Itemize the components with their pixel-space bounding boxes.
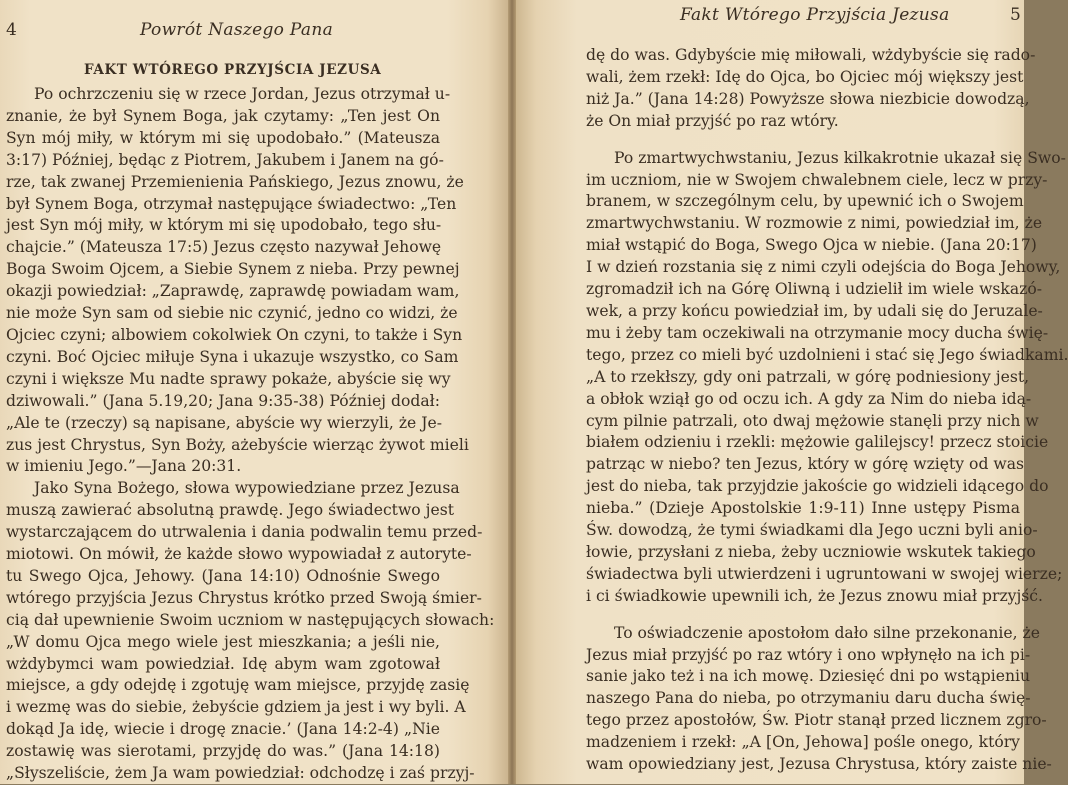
text-line: że On miał przyjść po raz wtóry. — [586, 111, 839, 130]
text-line: miotowi. On mówił, że każde słowo wypowiadał z autoryte- — [6, 545, 472, 564]
running-title: Fakt Wtórego Przyjścia Jezusa — [680, 5, 950, 25]
text-line: zgromadził ich na Górę Oliwną i udzielił im wiele wskazó- — [586, 280, 1043, 299]
text-line: nie może Syn sam od siebie nic czynić, jedno co widzi, że — [6, 304, 458, 323]
text-line: w imieniu Jego.”—Jana 20:31. — [6, 457, 242, 476]
text-line: zostawię was sierotami, przyjdę do was.” (Jana 14:18) — [6, 742, 440, 761]
text-line: zmartwychwstaniu. W rozmowie z nimi, powiedział im, że — [586, 214, 1043, 233]
text-line: znanie, że był Synem Boga, jak czytamy: „Ten jest On — [6, 106, 440, 125]
page-body-text — [586, 45, 1068, 776]
text-line: I w dzień rozstania się z nimi czyli odejścia do Boga Jehowy, — [586, 258, 1061, 277]
text-line: tego, przez co mieli być uzdolnieni i stać się Jego świadkami. — [586, 345, 1068, 364]
text-line: To oświadczenie apostołom dało silne przekonanie, że — [614, 623, 1041, 642]
text-line: i wezmę was do siebie, żebyście gdziem ja jest i wy byli. A — [6, 698, 466, 717]
text-line: a obłok wziął go od oczu ich. A gdy za Nim do nieba idą- — [586, 389, 1032, 408]
text-line: cym pilnie patrzali, oto dwaj mężowie stanęli przy nich w — [586, 411, 1039, 430]
text-line: im uczniom, nie w Swojem chwalebnem ciele, lecz w przy- — [586, 170, 1048, 189]
text-line: „Słyszeliście, żem Ja wam powiedział: odchodzę i zaś przyj- — [6, 764, 475, 783]
text-line: nieba.” (Dzieje Apostolskie 1:9-11) Inne ustępy Pisma — [586, 499, 1020, 518]
text-line: czyni. Boć Ojciec miłuje Syna i ukazuje wszystko, co Sam — [6, 347, 459, 366]
right-page — [516, 0, 1068, 784]
text-line: „Ale te (rzeczy) są napisane, abyście wy wierzyli, że Je- — [6, 413, 442, 432]
text-line: rze, tak zwanej Przemienienia Pańskiego, Jezus znowu, że — [6, 172, 464, 191]
text-line: branem, w szczególnym celu, by upewnić ich o Swojem — [586, 192, 1024, 211]
text-line: niż Ja.” (Jana 14:28) Powyższe słowa niezbicie dowodzą, — [586, 89, 1030, 108]
text-line: mu i żeby tam oczekiwali na otrzymanie mocy ducha świę- — [586, 323, 1049, 342]
book-gutter — [508, 0, 516, 784]
text-line: wam opowiedziany jest, Jezusa Chrystusa, który zaiste nie- — [586, 755, 1052, 774]
text-line: Ojciec czyni; albowiem cokolwiek On czyni, to także i Syn — [6, 325, 463, 344]
text-line: jest Syn mój miły, w którym mi się upodobało, tego słu- — [6, 216, 442, 235]
text-line: świadectwa byli utwierdzeni i ugruntowani w swojej wierze; — [586, 564, 1063, 583]
text-line: miał wstąpić do Boga, Swego Ojca w niebie. (Jana 20:17) — [586, 236, 1037, 255]
text-line: tego przez apostołów, Św. Piotr stanął przed licznem zgro- — [586, 711, 1047, 730]
text-line: Po ochrzczeniu się w rzece Jordan, Jezus otrzymał u- — [34, 85, 451, 103]
text-line: białem odzieniu i rzekli: mężowie galilejscy! przecz stoicie — [586, 433, 1049, 452]
left-page — [0, 0, 508, 784]
text-line: dokąd Ja idę, wiecie i drogę znacie.’ (Jana 14:2-4) „Nie — [6, 720, 440, 739]
text-line: dziwowali.” (Jana 5.19,20; Jana 9:35-38) Później dodał: — [6, 391, 440, 410]
text-line: „A to rzekłszy, gdy oni patrzali, w górę podniesiony jest, — [586, 367, 1030, 386]
text-line: okazji powiedział: „Zaprawdę, zaprawdę powiadam wam, — [6, 282, 460, 301]
text-line: Św. dowodzą, że tymi świadkami dla Jego uczni byli anio- — [586, 521, 1038, 540]
text-line: łowie, przysłani z nieba, żeby uczniowie wskutek takiego — [586, 542, 1036, 561]
running-title: Powrót Naszego Pana — [140, 20, 333, 40]
text-line: miejsce, a gdy odejdę i zgotuję wam miejsce, przyjdę zasię — [6, 676, 470, 695]
text-line: dę do was. Gdybyście mię miłowali, wżdybyście się rado- — [586, 46, 1036, 64]
text-line: jest do nieba, tak przyjdzie jakoście go widzieli idącego do — [586, 477, 1049, 496]
text-line: Po zmartwychwstaniu, Jezus kilkakrotnie ukazał się Swo- — [614, 148, 1066, 167]
text-line: wystarczającem do utrwalenia i dania podwalin temu przed- — [6, 523, 483, 542]
text-line: sanie jako też i na ich mowę. Dziesięć dni po wstąpieniu — [586, 667, 1031, 686]
text-line: był Synem Boga, otrzymał następujące świadectwo: „Ten — [6, 194, 457, 213]
text-line: chajcie.” (Mateusza 17:5) Jezus często nazywał Jehowę — [6, 238, 442, 257]
text-line: 3:17) Później, będąc z Piotrem, Jakubem i Janem na gó- — [6, 150, 444, 169]
page-body-text — [6, 84, 495, 785]
text-line: i ci świadkowie upewnili ich, że Jezus znowu miał przyjść. — [586, 586, 1044, 605]
text-line: czyni i większe Mu nadte sprawy pokaże, abyście się wy — [6, 369, 451, 388]
text-line: naszego Pana do nieba, po otrzymaniu daru ducha świę- — [586, 689, 1031, 708]
text-line: wek, a przy końcu powiedział im, by udali się do Jeruzale- — [586, 301, 1043, 320]
text-line: Boga Swoim Ojcem, a Siebie Synem z nieba. Przy pewnej — [6, 260, 460, 279]
page-number: 5 — [1010, 5, 1021, 25]
text-line: madzeniem i rzekł: „A [On, Jehowa] pośle onego, który — [586, 733, 1020, 752]
text-line: muszą zawierać absolutną prawdę. Jego świadectwo jest — [6, 501, 454, 520]
text-line: tu Swego Ojca, Jehowy. (Jana 14:10) Odnośnie Swego — [6, 566, 440, 585]
text-line: Jako Syna Bożego, słowa wypowiedziane przez Jezusa — [34, 479, 460, 498]
text-line: patrząc w niebo? ten Jezus, który w górę wzięty od was — [586, 455, 1025, 474]
text-line: cią dał upewnienie Swoim uczniom w następujących słowach: — [6, 610, 495, 629]
text-line: „W domu Ojca mego wiele jest mieszkania; a jeśli nie, — [6, 632, 440, 651]
text-line: wali, żem rzekł: Idę do Ojca, bo Ojciec mój większy jest — [586, 67, 1024, 86]
text-line: Syn mój miły, w którym mi się upodobało.” (Mateusza — [6, 128, 440, 147]
section-heading: FAKT WTÓREGO PRZYJŚCIA JEZUSA — [84, 62, 382, 78]
text-line: Jezus miał przyjść po raz wtóry i ono wpłynęło na ich pi- — [586, 645, 1031, 664]
text-line: zus jest Chrystus, Syn Boży, ażebyście wierząc żywot mieli — [6, 435, 469, 454]
page-number: 4 — [6, 20, 17, 40]
text-line: wtórego przyjścia Jezus Chrystus krótko przed Swoją śmier- — [6, 588, 482, 607]
text-line: wżdybymci wam powiedział. Idę abym wam zgotował — [6, 654, 440, 673]
